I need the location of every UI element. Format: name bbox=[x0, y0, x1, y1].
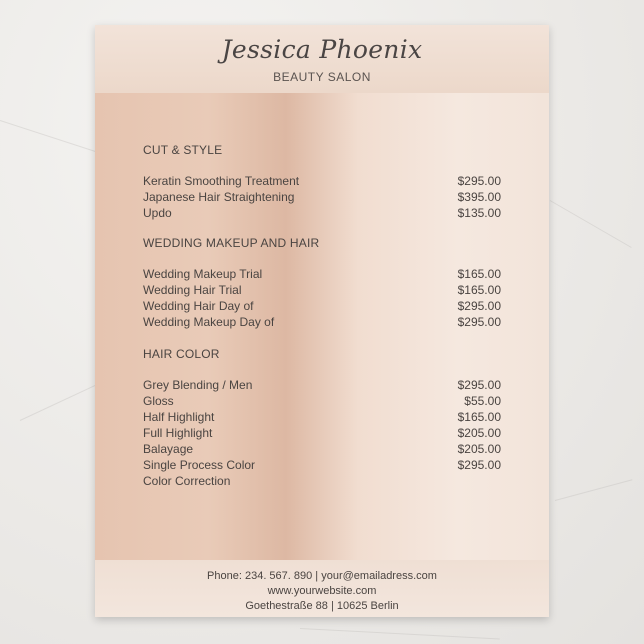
flyer-header bbox=[95, 25, 549, 93]
marble-vein bbox=[0, 120, 105, 155]
service-price: $295.00 bbox=[457, 174, 501, 188]
list-item bbox=[143, 283, 501, 299]
brand-name: Jessica Phoenix bbox=[221, 35, 423, 64]
service-name: Balayage bbox=[143, 442, 194, 456]
service-name: Gloss bbox=[143, 394, 174, 408]
service-name: Wedding Makeup Trial bbox=[143, 267, 263, 281]
service-name: Single Process Color bbox=[143, 458, 256, 472]
address-line: Goethestraße 88 | 10625 Berlin bbox=[245, 600, 399, 612]
section-title-hair-color: HAIR COLOR bbox=[143, 347, 220, 361]
list-item bbox=[143, 315, 501, 331]
service-price: $295.00 bbox=[457, 458, 501, 472]
section-title-wedding: WEDDING MAKEUP AND HAIR bbox=[143, 236, 320, 250]
price-menu bbox=[95, 93, 549, 560]
list-item bbox=[143, 474, 501, 490]
list-item bbox=[143, 410, 501, 426]
contact-footer bbox=[95, 560, 549, 617]
service-price: $205.00 bbox=[457, 442, 501, 456]
service-name: Wedding Hair Trial bbox=[143, 283, 242, 297]
service-price: $135.00 bbox=[457, 206, 501, 220]
section-title-cut-style: CUT & STYLE bbox=[143, 143, 223, 157]
service-name: Full Highlight bbox=[143, 426, 213, 440]
service-price: $165.00 bbox=[457, 267, 501, 281]
list-item bbox=[143, 299, 501, 315]
marble-vein bbox=[555, 479, 633, 501]
list-item bbox=[143, 174, 501, 190]
list-item bbox=[143, 394, 501, 410]
website-line: www.yourwebsite.com bbox=[267, 585, 377, 597]
price-list-flyer bbox=[95, 25, 549, 617]
service-name: Wedding Hair Day of bbox=[143, 299, 254, 313]
brand-subtitle: BEAUTY SALON bbox=[273, 70, 371, 84]
marble-vein bbox=[300, 628, 500, 639]
contact-line: Phone: 234. 567. 890 | your@emailadress.com bbox=[207, 570, 437, 582]
service-name: Color Correction bbox=[143, 474, 231, 488]
service-price: $55.00 bbox=[464, 394, 501, 408]
service-name: Half Highlight bbox=[143, 410, 215, 424]
list-item bbox=[143, 267, 501, 283]
service-price: $295.00 bbox=[457, 299, 501, 313]
list-item bbox=[143, 458, 501, 474]
service-name: Grey Blending / Men bbox=[143, 378, 253, 392]
service-price: $205.00 bbox=[457, 426, 501, 440]
list-item bbox=[143, 378, 501, 394]
service-price: $295.00 bbox=[457, 315, 501, 329]
service-price: $165.00 bbox=[457, 410, 501, 424]
service-name: Japanese Hair Straightening bbox=[143, 190, 295, 204]
list-item bbox=[143, 426, 501, 442]
list-item bbox=[143, 442, 501, 458]
service-name: Keratin Smoothing Treatment bbox=[143, 174, 300, 188]
service-name: Updo bbox=[143, 206, 172, 220]
service-price: $295.00 bbox=[457, 378, 501, 392]
list-item bbox=[143, 190, 501, 206]
service-price: $395.00 bbox=[457, 190, 501, 204]
list-item bbox=[143, 206, 501, 222]
marble-vein bbox=[550, 200, 632, 248]
marble-vein bbox=[20, 382, 102, 421]
service-price: $165.00 bbox=[457, 283, 501, 297]
service-name: Wedding Makeup Day of bbox=[143, 315, 275, 329]
